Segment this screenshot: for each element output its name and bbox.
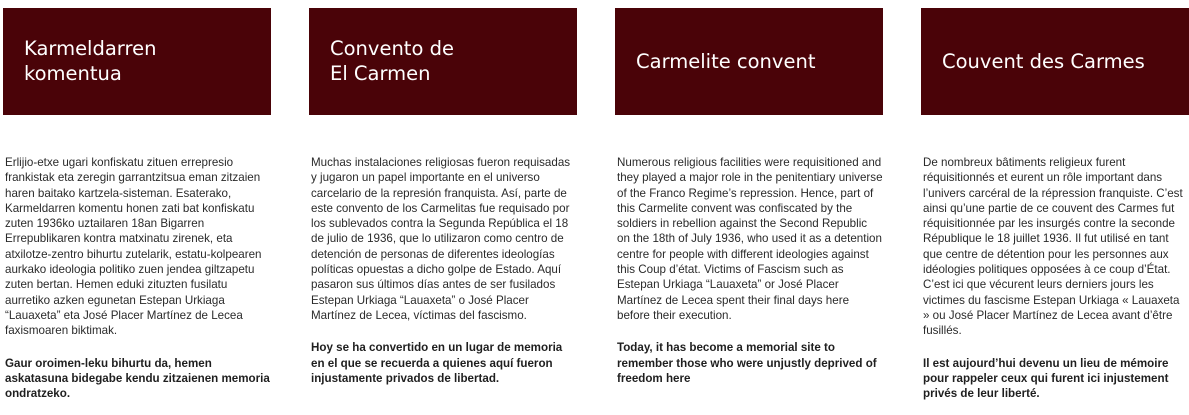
body-paragraph: Muchas instalaciones religiosas fueron requisadas y jugaron un papel importante en el universo carcelario de la represión franquista. Así, parte de este convento de los Carmelitas fue requisado por los sublevados contra la Segunda República el 18 de julio de 1936, que lo utilizaron como centro de detención de personas de diferentes ideologías políticas opuestas a dicho golpe de Estado. Aquí pasaron sus últimos días antes de ser fusilados Estepan Urkiaga “Lauaxeta” o José Placer Martínez de Lecea, víctimas del fascismo. bbox=[311, 156, 571, 322]
title-banner bbox=[3, 8, 271, 115]
body-paragraph: Erlijio-etxe ugari konfiskatu zituen errepresio frankistak eta zeregin garrantzitsua eman zitzaien haren baitako kartzela-sisteman. Esaterako, Karmeldarren komentu honen zati bat konfiskatu zuten 1936ko uztailaren 18an Bigarren Errepublikaren kontra matxinatu zirenek, eta atxilotze-zentro bihurtu zutelarik, estatu-kolpearen aurkako ideologia politiko zuen jendea giltzapetu zuten bertan. Hemen eduki zituzten fusilatu aurretiko azken egunetan Estepan Urkiaga “Lauaxeta” eta José Placer Martínez de Lecea faxismoaren biktimak. bbox=[5, 156, 262, 338]
column-title: Couvent des Carmes bbox=[942, 50, 1145, 73]
title-banner bbox=[309, 8, 577, 115]
body-paragraph: De nombreux bâtiments religieux furent réquisitionnés et eurent un rôle important dans l’univers carcéral de la répression franquiste. C’est ainsi qu’une partie de ce couvent des Carmes fut réquisitionnée par les insurgés contre la seconde République le 18 juillet 1936. Il fut utilisé en tant que centre de détention pour les personnes aux idéologies politiques opposées à ce coup d’État. C’est ici que vécurent leurs derniers jours les victimes du fascisme Estepan Urkiaga « Lauaxeta » ou José Placer Martínez de Lecea avant d’être fusillés. bbox=[923, 156, 1183, 338]
title-banner bbox=[921, 8, 1189, 115]
column-english bbox=[615, 8, 883, 386]
title-banner bbox=[615, 8, 883, 115]
body-paragraph: Numerous religious facilities were requisitioned and they played a major role in the penitentiary universe of the Franco Regime’s repression. Hence, part of this Carmelite convent was confiscated by the soldiers in rebellion against the Second Republic on the 18th of July 1936, who used it as a detention centre for people with different ideologies against this Coup d’état. Victims of Fascism such as Estepan Urkiaga “Lauaxeta” or José Placer Martínez de Lecea spent their final days here before their execution. bbox=[617, 156, 883, 322]
column-basque bbox=[3, 8, 271, 401]
closing-statement: Today, it has become a memorial site to remember those who were unjustly deprived of freedom here bbox=[617, 341, 877, 385]
closing-statement: Hoy se ha convertido en un lugar de memoria en el que se recuerda a quienes aquí fueron injustamente privados de libertad. bbox=[311, 341, 563, 385]
column-spanish bbox=[309, 8, 577, 386]
column-title: Carmelite convent bbox=[636, 50, 816, 73]
column-french bbox=[921, 8, 1189, 401]
closing-statement: Il est aujourd’hui devenu un lieu de mémoire pour rappeler ceux qui furent ici injustement privés de leur liberté. bbox=[923, 356, 1169, 401]
column-title: Karmeldarren komentua bbox=[24, 36, 157, 85]
closing-statement: Gaur oroimen-leku bihurtu da, hemen askatasuna bidegabe kendu zitzaienen memoria ondratzeko. bbox=[5, 356, 270, 401]
column-title: Convento de El Carmen bbox=[330, 36, 454, 85]
